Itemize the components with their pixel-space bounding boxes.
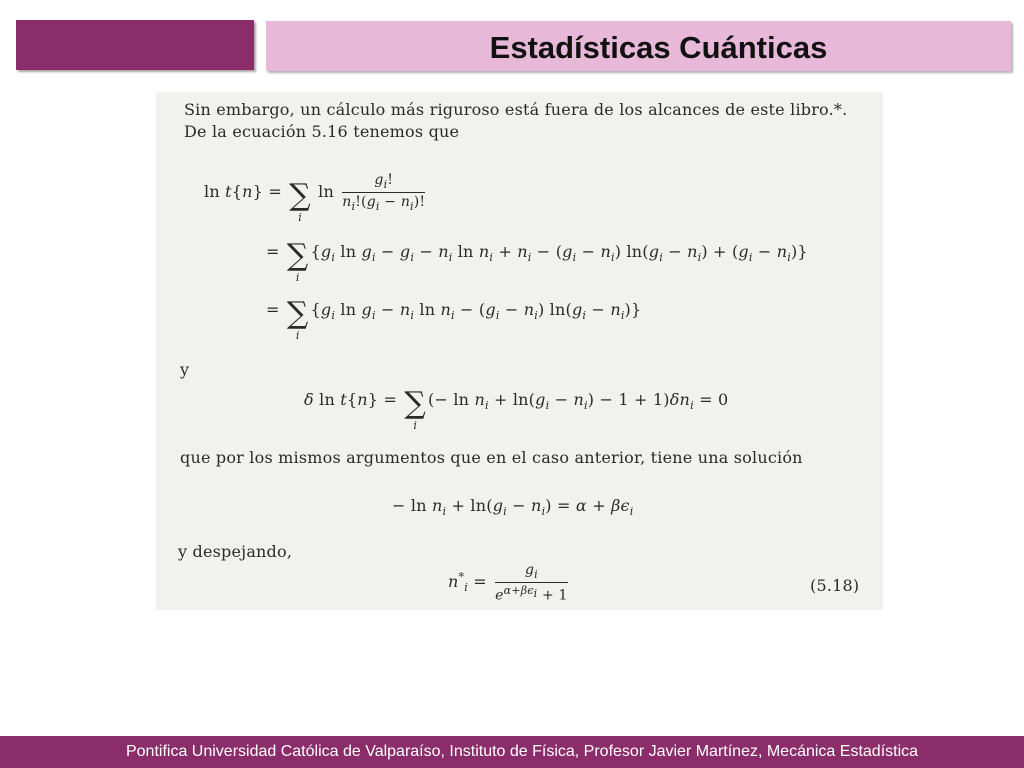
equation-ln-t-line-2: = ∑ i {$g_i$ $\ln g_i - g_i - n_i$ $\ln n_i + n_i - (g_i - n_i) \ln(g_i - n_i) + (g_i - n_i)$} bbox=[266, 238, 808, 284]
footer-bar bbox=[0, 736, 1024, 768]
equation-occupation-number: $n^*_i$ = $\frac{g_i}{e^{\alpha+\beta\epsilon_i} + 1}$ bbox=[448, 562, 568, 604]
scanned-book-page bbox=[156, 92, 883, 610]
equation-ln-t-line-3: = ∑ i {$g_i$ $\ln g_i - n_i$ $\ln n_i - (g_i - n_i) \ln(g_i - n_i)$} bbox=[266, 296, 642, 342]
title-accent-block bbox=[16, 20, 254, 70]
title-bar bbox=[266, 21, 1011, 71]
equation-ln-t-line-1: ln t{n} = ∑ i ln $\frac{g_i!}{n_i!(g_i - n_i)!}$ bbox=[204, 172, 426, 224]
footer-text: Pontifica Universidad Católica de Valparaíso, Instituto de Física, Profesor Javier Martínez, Mecánica Estadística bbox=[125, 743, 919, 760]
scan-y-label: y bbox=[180, 360, 190, 379]
scan-solution-text: que por los mismos argumentos que en el caso anterior, tiene una solución bbox=[180, 448, 803, 467]
scan-despejando-text: y despejando, bbox=[178, 542, 293, 561]
equation-delta-ln-t: δ ln t{n} = ∑ i (− $\ln n_i + \ln(g_i - n_i) - 1 + 1)\delta n_i = 0$ bbox=[304, 386, 729, 432]
equation-number-5-18: (5.18) bbox=[810, 576, 860, 595]
slide-title: Estadísticas Cuánticas bbox=[489, 30, 828, 65]
scan-text-line-2: De la ecuación 5.16 tenemos que bbox=[184, 122, 460, 141]
scan-text-line-1: Sin embargo, un cálculo más riguroso está fuera de los alcances de este libro.*. bbox=[184, 100, 848, 119]
equation-solution: − $\ln n_i + \ln(g_i - n_i) = \alpha + \beta\epsilon_i$ bbox=[392, 496, 634, 519]
